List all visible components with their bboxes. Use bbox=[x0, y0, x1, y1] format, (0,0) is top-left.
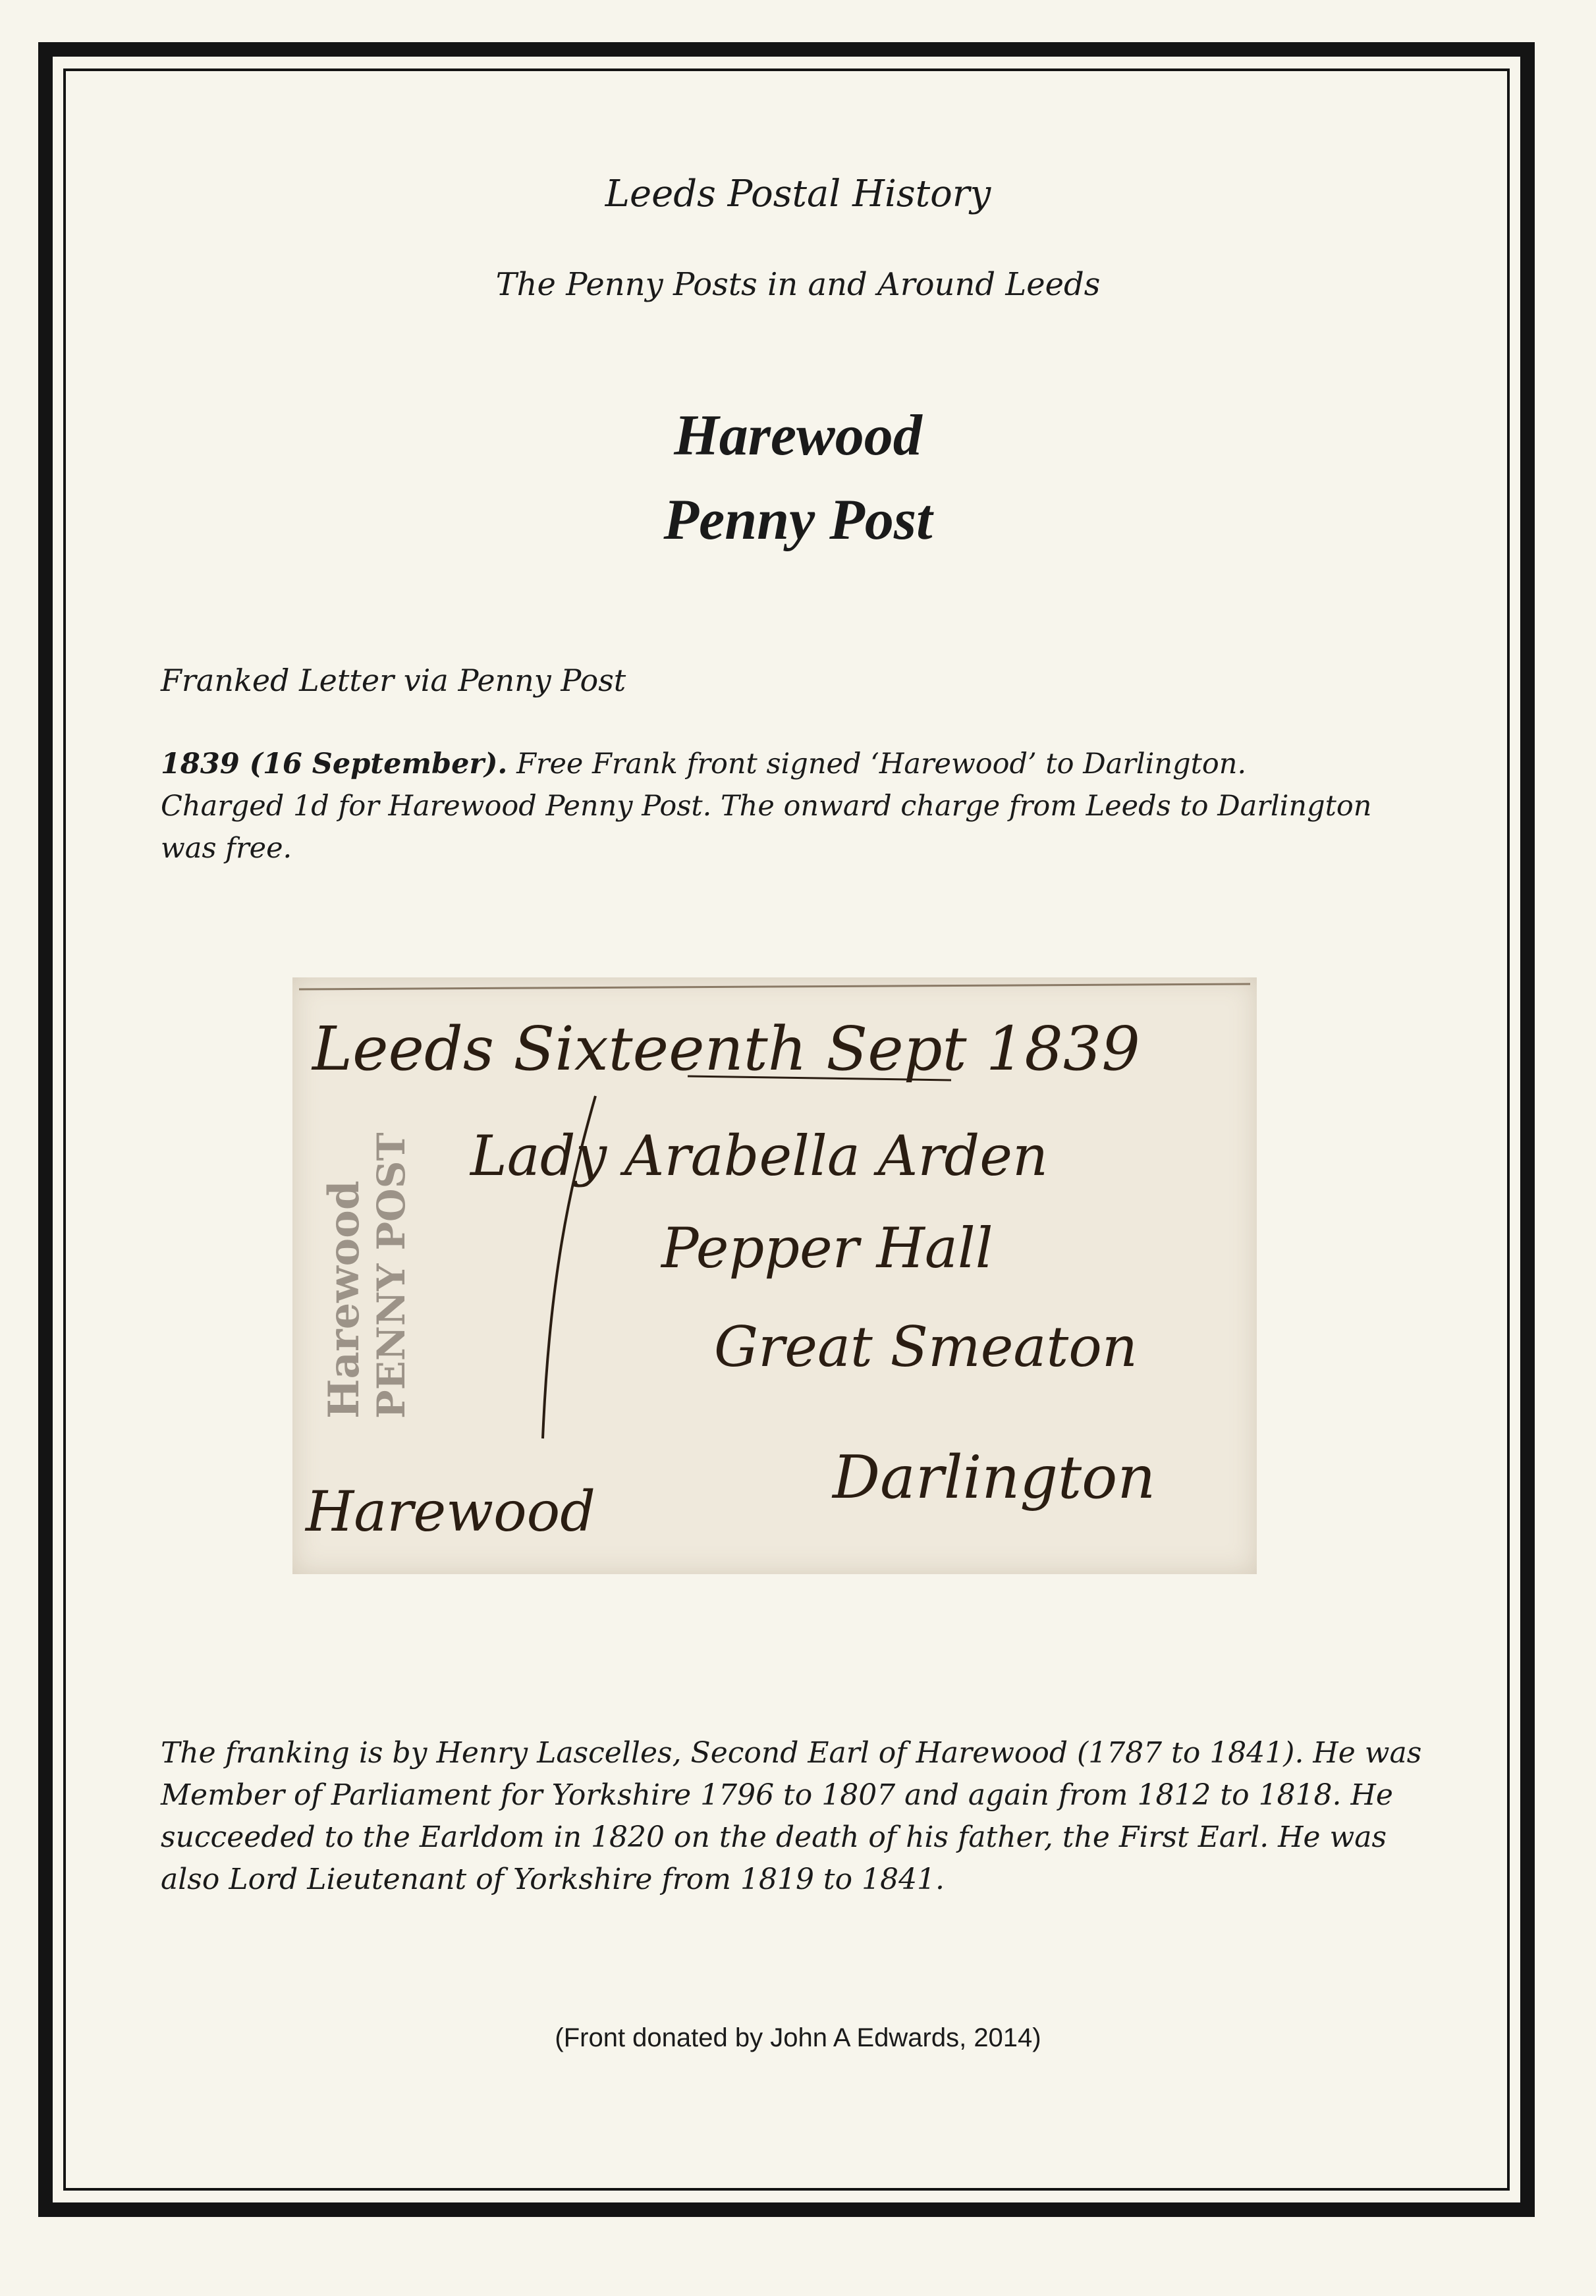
letter-cover-illustration bbox=[292, 977, 1257, 1574]
item-description-text: Free Frank front signed ‘Harewood’ to Darlington. Charged 1d for Harewood Penny Post. The onward charge from Leeds to Darlington was free. bbox=[161, 748, 1372, 865]
penny-post-handstamp bbox=[319, 1132, 414, 1419]
historical-notes: The franking is by Henry Lascelles, Second Earl of Harewood (1787 to 1841). He was Member of Parliament for Yorkshire 1796 to 1807 and again from 1812 to 1818. He succeeded to the Earldom in 1820 on the death of his father, the First Earl. He was also Lord Lieutenant of Yorkshire from 1819 to 1841. bbox=[161, 1736, 1422, 1896]
item-date: 1839 (16 September). bbox=[161, 748, 508, 780]
letter-cover-image bbox=[292, 977, 1257, 1574]
title-line-2: Penny Post bbox=[663, 488, 933, 552]
handstamp-line-2: PENNY POST bbox=[369, 1132, 414, 1419]
donation-credit: (Front donated by John A Edwards, 2014) bbox=[555, 2023, 1041, 2052]
cover-top-edge bbox=[299, 984, 1250, 989]
page-title bbox=[0, 394, 1596, 562]
cover-line-town: Great Smeaton bbox=[714, 1315, 1138, 1379]
series-subtitle: The Penny Posts in and Around Leeds bbox=[495, 266, 1101, 303]
handstamp-line-1: Harewood bbox=[319, 1180, 369, 1419]
series-title: Leeds Postal History bbox=[605, 173, 991, 215]
item-description bbox=[161, 743, 1373, 869]
title-line-1: Harewood bbox=[674, 404, 922, 468]
cover-line-addressee: Lady Arabella Arden bbox=[470, 1124, 1049, 1188]
cover-line-date: Leeds Sixteenth Sept 1839 bbox=[312, 1014, 1140, 1084]
cover-line-house: Pepper Hall bbox=[661, 1216, 993, 1280]
cover-line-destination: Darlington bbox=[833, 1443, 1156, 1512]
frank-signature: Harewood bbox=[306, 1479, 596, 1544]
section-heading: Franked Letter via Penny Post bbox=[161, 663, 626, 698]
